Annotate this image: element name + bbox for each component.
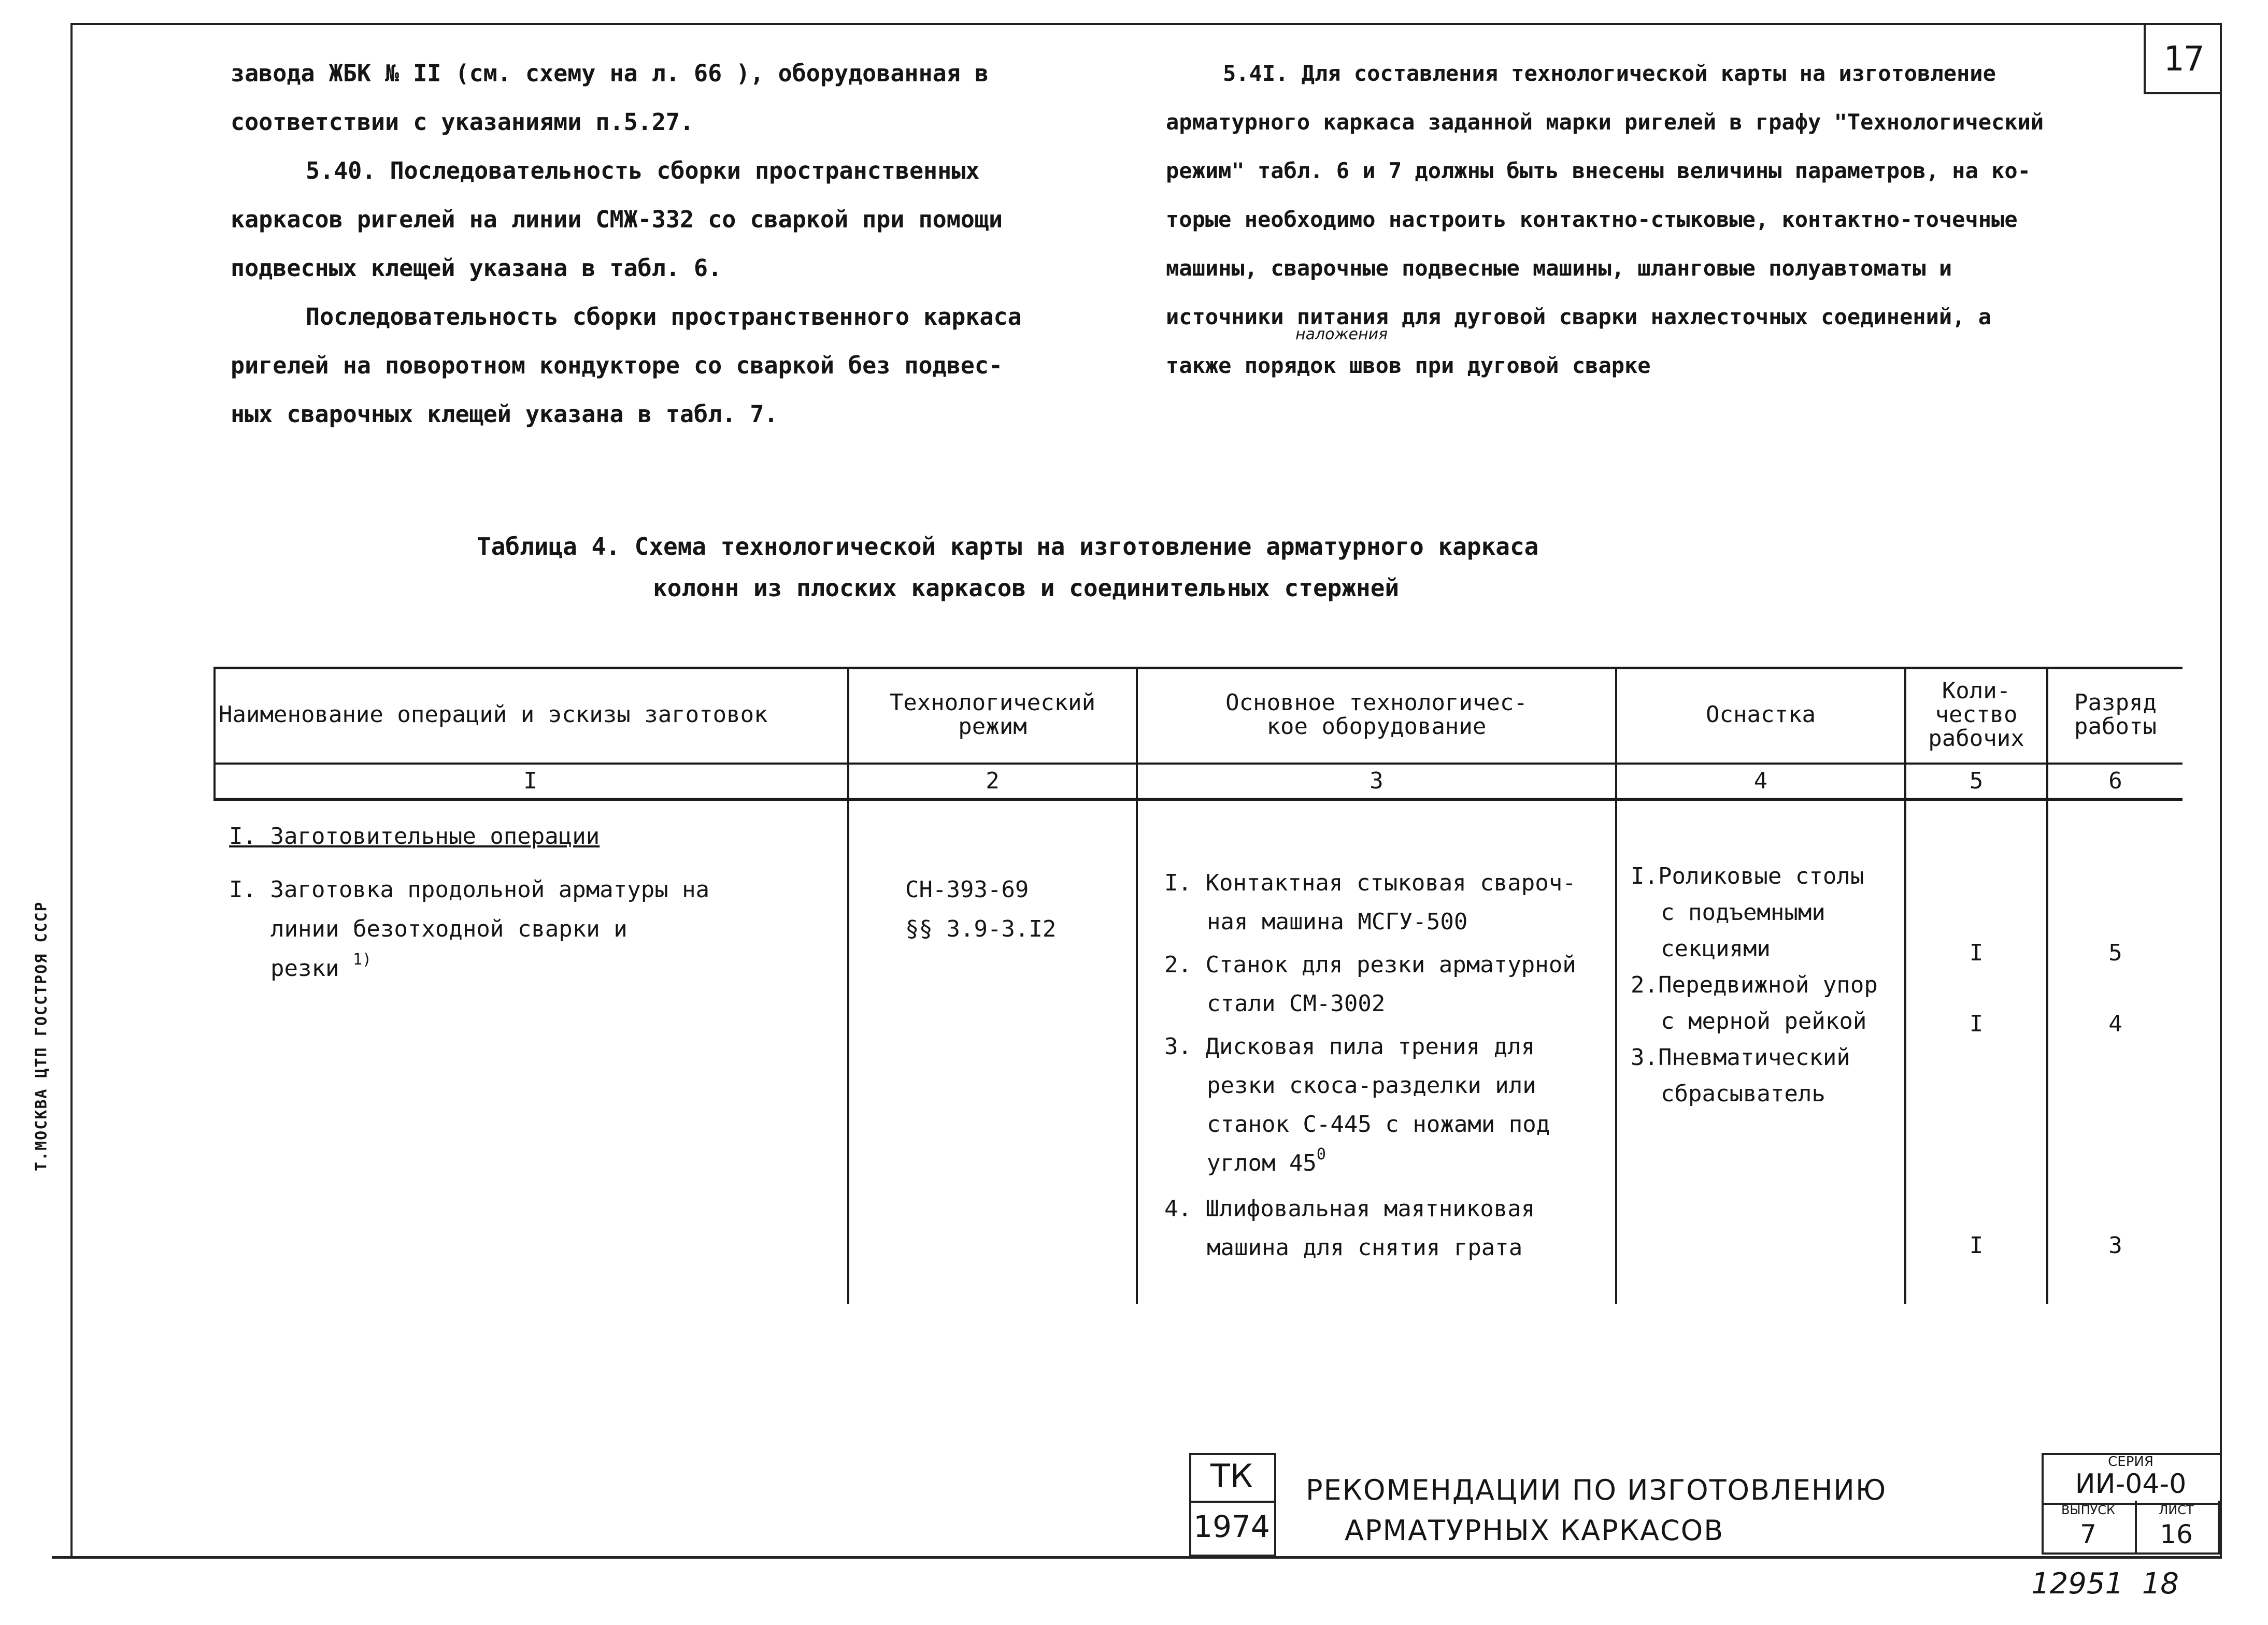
frame-right <box>2220 23 2222 1556</box>
column-number: 3 <box>1370 768 1383 794</box>
column-number: 6 <box>2108 768 2122 794</box>
sheet-value: 16 <box>2160 1519 2193 1549</box>
number-row-rule <box>213 798 2183 801</box>
workers-value: I <box>1969 1232 1984 1259</box>
equipment-line: 2. Станок для резки арматурной <box>1164 952 1576 978</box>
margin-stamp: Т.МОСКВА ЦТП ГОССТРОЯ СССР <box>32 901 51 1171</box>
process-table <box>213 667 2183 1304</box>
issue-label: ВЫПУСК <box>2061 1503 2116 1517</box>
text-line: 5.40. Последовательность сборки пространственных <box>306 157 980 184</box>
column-number: 2 <box>986 768 1000 794</box>
header-operations: Наименование операций и эскизы заготовок <box>219 701 768 728</box>
equipment-line: 4. Шлифовальная маятниковая <box>1164 1196 1535 1222</box>
text-line: Последовательность сборки пространственного каркаса <box>306 303 1022 330</box>
text-line: также порядок швов при дуговой сварке <box>1166 353 1651 378</box>
equipment-line: ная машина МСГУ-500 <box>1207 909 1468 935</box>
title-year: 1974 <box>1193 1509 1270 1544</box>
issue-value: 7 <box>2080 1519 2096 1549</box>
header-tooling: Оснастка <box>1706 701 1816 728</box>
equipment-line-text: углом 45 <box>1207 1150 1317 1176</box>
equipment-line: резки скоса-разделки или <box>1207 1072 1536 1099</box>
tooling-line: 2.Передвижной упор <box>1631 972 1878 998</box>
column-number: 4 <box>1753 768 1768 794</box>
operation-line: I. Заготовка продольной арматуры на <box>229 876 710 903</box>
workers-value: I <box>1969 940 1984 966</box>
tooling-line: секциями <box>1661 936 1771 962</box>
title-line2: АРМАТУРНЫХ КАРКАСОВ <box>1345 1514 1724 1547</box>
text-line: источники питания для дуговой сварки нахлесточных соединений, а <box>1166 304 1992 329</box>
sheet-number: 17 <box>2144 25 2222 94</box>
text-line: ных сварочных клещей указана в табл. 7. <box>231 400 778 428</box>
footnote-mark: 1) <box>352 951 372 969</box>
text-line: арматурного каркаса заданной марки ригелей в графу "Технологический <box>1166 109 2044 135</box>
tooling-line: 3.Пневматический <box>1631 1044 1850 1071</box>
caption-line1: Таблица 4. Схема технологической карты на изготовление арматурного каркаса <box>477 533 1539 560</box>
degree-mark: 0 <box>1316 1145 1326 1163</box>
equipment-line: стали СМ-3002 <box>1207 990 1386 1017</box>
table-caption <box>477 526 1538 609</box>
column-number: I <box>523 768 537 794</box>
text-line: торые необходимо настроить контактно-стыковые, контактно-точечные <box>1166 207 2018 232</box>
text-line: соответствии с указаниями п.5.27. <box>231 108 694 136</box>
tooling-line: сбрасыватель <box>1661 1081 1825 1107</box>
equipment-line: I. Контактная стыковая свароч- <box>1164 870 1576 896</box>
text-line: подвесных клещей указана в табл. 6. <box>231 254 722 282</box>
sheet-label: ЛИСТ <box>2159 1503 2194 1517</box>
title-block <box>1189 1453 2220 1557</box>
regime-cell <box>905 870 1056 949</box>
header-workers: Коли- чество рабочих <box>1928 677 2024 752</box>
series-value: ИИ-04-0 <box>2075 1469 2187 1500</box>
equipment-cell <box>1164 864 1576 1267</box>
handwritten-insert: наложения <box>1295 325 1388 343</box>
header-rule <box>213 763 2183 765</box>
tooling-line: с мерной рейкой <box>1661 1008 1867 1034</box>
tooling-line: с подъемными <box>1661 899 1825 926</box>
operation-line-text: резки <box>270 955 339 982</box>
regime-line: §§ 3.9-3.I2 <box>905 916 1057 942</box>
text-line: завода ЖБК № II (см. схему на л. 66 ), оборудованная в <box>231 60 989 87</box>
grade-value: 3 <box>2108 1232 2122 1259</box>
equipment-line <box>1164 1144 1576 1185</box>
text-line: каркасов ригелей на линии СМЖ-332 со сваркой при помощи <box>231 206 1003 233</box>
header-grade: Разряд работы <box>2074 689 2157 740</box>
regime-line: СН-393-69 <box>905 876 1029 903</box>
caption-line2: колонн из плоских каркасов и соединительных стержней <box>653 574 1400 602</box>
title-line1: РЕКОМЕНДАЦИИ ПО ИЗГОТОВЛЕНИЮ <box>1306 1474 1887 1506</box>
text-line: режим" табл. 6 и 7 должны быть внесены величины параметров, на ко- <box>1166 158 2031 183</box>
operation-line <box>229 949 709 991</box>
equipment-line: 3. Дисковая пила трения для <box>1164 1033 1535 1060</box>
equipment-line: станок С-445 с ножами под <box>1207 1111 1550 1138</box>
bottom-note: 12951 18 <box>2031 1567 2179 1601</box>
grade-value: 5 <box>2108 940 2122 966</box>
workers-value: I <box>1969 1011 1984 1037</box>
text-line: машины, сварочные подвесные машины, шланговые полуавтоматы и <box>1166 255 1952 281</box>
operation-item <box>229 870 709 991</box>
series-label: СЕРИЯ <box>2108 1454 2153 1470</box>
operation-line: линии безотходной сварки и <box>270 916 627 942</box>
section-title-text: I. Заготовительные операции <box>229 823 600 850</box>
left-column-text <box>231 49 1022 439</box>
column-number: 5 <box>1969 768 1984 794</box>
equipment-line: машина для снятия грата <box>1207 1234 1523 1261</box>
section-title <box>229 817 600 856</box>
header-regime: Технологический режим <box>889 689 1096 740</box>
text-line: ригелей на поворотном кондукторе со сваркой без подвес- <box>231 352 1003 379</box>
tooling-cell <box>1631 858 1878 1112</box>
tooling-line: I.Роликовые столы <box>1631 863 1864 889</box>
frame-top <box>70 23 2222 25</box>
header-equipment: Основное технологичес- кое оборудование <box>1225 689 1528 740</box>
title-code: ТК <box>1210 1457 1253 1495</box>
text-line: 5.4I. Для составления технологической карты на изготовление <box>1223 61 1996 86</box>
frame-left <box>70 23 73 1556</box>
grade-value: 4 <box>2108 1011 2122 1037</box>
